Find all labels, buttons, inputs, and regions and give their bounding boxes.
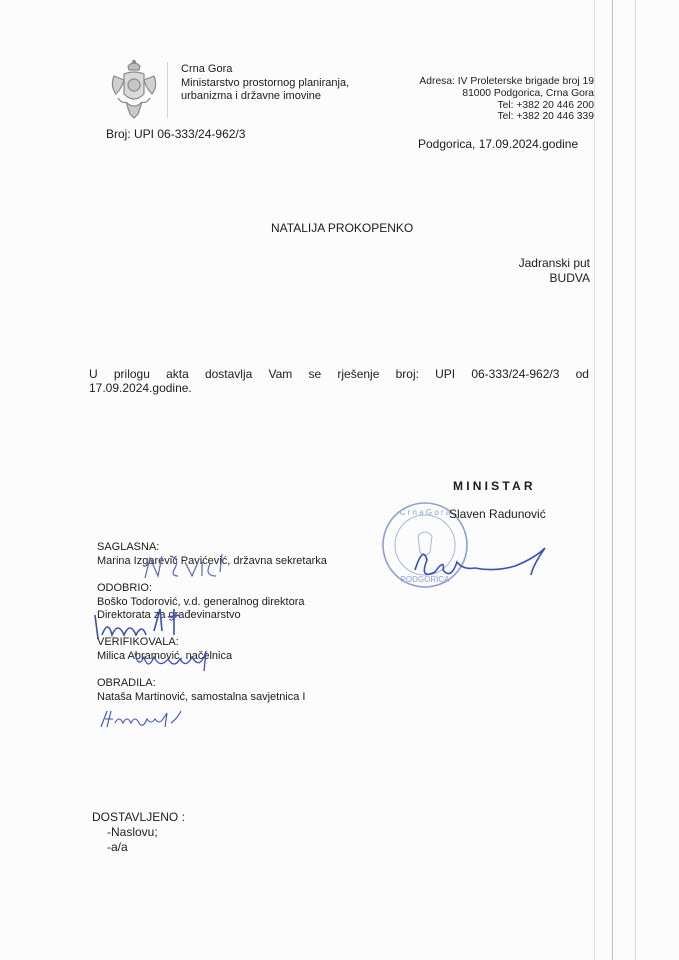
signatory-title: MINISTAR [453, 479, 536, 493]
approval-name-verifikovala: Milica Abramović, načelnica [97, 650, 233, 662]
org-ministry-line2: urbanizma i državne imovine [181, 90, 322, 102]
initials-signature [130, 645, 230, 675]
body-word: rješenje [337, 367, 380, 381]
distribution-label: DOSTAVLJENO : [92, 810, 185, 824]
recipient-street: Jadranski put [518, 256, 590, 270]
scan-fold-line [612, 0, 613, 960]
address-line2: 81000 Podgorica, Crna Gora [462, 88, 594, 99]
phone-2: Tel: +382 20 446 339 [497, 111, 594, 122]
body-word: broj: [395, 367, 419, 381]
body-word: 06-333/24-962/3 [471, 367, 560, 381]
approval-label-obradila: OBRADILA: [97, 677, 156, 689]
body-word: od [575, 367, 589, 381]
org-ministry-line1: Ministarstvo prostornog planiranja, [181, 77, 350, 89]
org-country: Crna Gora [181, 63, 233, 75]
header-divider [167, 62, 168, 118]
signatory-name: Slaven Radunović [449, 507, 546, 521]
scan-fold-line [594, 0, 595, 960]
body-word: akta [166, 367, 189, 381]
initials-signature [97, 705, 187, 733]
approval-dept-odobrio: Direktorata za građevinarstvo [97, 609, 241, 621]
scan-fold-line [635, 0, 636, 960]
approval-name-odobrio: Boško Todorović, v.d. generalnog direktora [97, 596, 305, 608]
approval-name-obradila: Nataša Martinović, samostalna savjetnica I [97, 691, 306, 703]
montenegro-coat-of-arms-icon [108, 58, 160, 120]
recipient-name: NATALIJA PROKOPENKO [271, 221, 414, 235]
body-word: se [308, 367, 322, 381]
phone-1: Tel: +382 20 446 200 [497, 100, 594, 111]
place-date: Podgorica, 17.09.2024.godine [418, 137, 579, 151]
body-line-1 [89, 367, 589, 381]
letter-body [89, 367, 589, 395]
body-word: U [89, 367, 98, 381]
approval-label-saglasna: SAGLASNA: [97, 541, 160, 553]
svg-text:PODGORICA: PODGORICA [400, 575, 450, 584]
body-word: UPI [435, 367, 456, 381]
initials-signature [140, 548, 230, 588]
recipient-city: BUDVA [549, 271, 590, 285]
body-word: prilogu [113, 367, 150, 381]
body-word: Vam [268, 367, 293, 381]
reference-number: Broj: UPI 06-333/24-962/3 [106, 127, 246, 141]
distribution-item: -a/a [107, 840, 128, 854]
distribution-item: -Naslovu; [107, 825, 158, 839]
body-line-2: 17.09.2024.godine. [89, 381, 192, 395]
minister-signature [405, 540, 555, 585]
svg-text:C r n a G o r a: C r n a G o r a [399, 508, 451, 517]
body-word: dostavlja [204, 367, 253, 381]
approval-name-saglasna: Marina Izgarević Pavićević, državna sekretarka [97, 555, 327, 567]
approval-label-verifikovala: VERIFIKOVALA: [97, 636, 179, 648]
address-line1: Adresa: IV Proleterske brigade broj 19 [419, 76, 594, 87]
approval-label-odobrio: ODOBRIO: [97, 582, 153, 594]
